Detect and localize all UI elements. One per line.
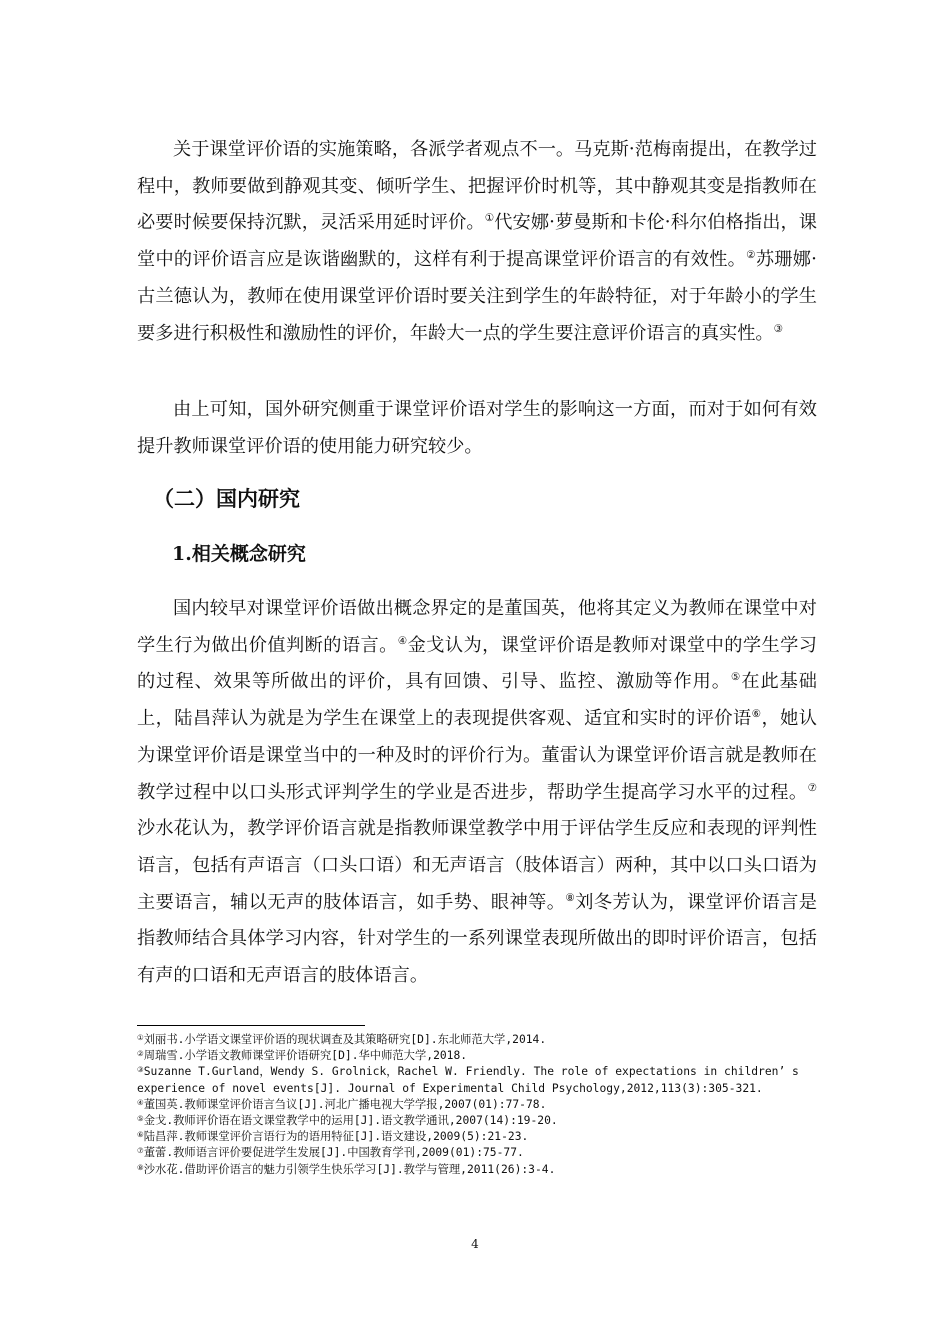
footnote-mark: ① (137, 1033, 144, 1042)
footnote-separator (137, 1025, 365, 1026)
footnote-marker-8[interactable]: ⑧ (565, 891, 576, 904)
footnote-text: 董蕾.教师语言评价要促进学生发展[J].中国教育学刊,2009(01):75-77. (143, 1146, 524, 1160)
footnote-item (137, 1048, 817, 1064)
paragraph-text: 金戈认为，课堂评价语是教师对课堂中的学生学习的过程、效果等所做出的评价，具有回馈、引导、监控、激励等作用。 (137, 634, 817, 693)
footnote-item (137, 1113, 817, 1129)
footnote-item (137, 1064, 817, 1096)
footnote-text: Suzanne T.Gurland，Wendy S. Grolnick，Rachel W. Friendly. The role of expectations in children’ s experience of novel events[J]. Journal of Experimental Child Psychology,2012,113(3):305-321. (137, 1065, 799, 1095)
footnote-mark: ② (137, 1049, 144, 1059)
footnote-marker-2[interactable]: ② (746, 249, 756, 262)
page-number: 4 (471, 1237, 479, 1251)
footnote-marker-7[interactable]: ⑦ (807, 781, 817, 794)
footnote-marker-5[interactable]: ⑤ (730, 671, 742, 684)
footnote-text: 金戈.教师评价语在语文课堂教学中的运用[J].语文教学通讯,2007(14):19-20. (143, 1114, 558, 1128)
footnote-mark: ⑧ (137, 1162, 144, 1172)
body-paragraph-1 (137, 132, 817, 352)
footnote-mark: ⑤ (137, 1114, 144, 1124)
section-heading: （二）国内研究 (153, 486, 300, 511)
paragraph-text: 苏珊娜·古兰德认为，教师在使用课堂评价语时要关注到学生的年龄特征，对于年龄小的学生要多进行积极性和激励性的评价，年龄大一点的学生要注意评价语言的真实性。 (137, 249, 817, 344)
footnote-list (137, 1032, 817, 1178)
paragraph-text: ，她认为课堂评价语是课堂当中的一种及时的评价行为。董雷认为课堂评价语言就是教师在教学过程中以口头形式评判学生的学业是否进步，帮助学生提高学习水平的过程。 (137, 708, 817, 803)
footnote-mark: ③ (137, 1065, 144, 1075)
footnote-marker-1[interactable]: ① (484, 212, 495, 225)
footnote-item (137, 1129, 817, 1145)
paragraph-text: 刘冬芳认为，课堂评价语言是指教师结合具体学习内容，针对学生的一系列课堂表现所做出的即时评价语言，包括有声的口语和无声语言的肢体语言。 (137, 891, 817, 987)
footnote-text: 沙水花.借助评价语言的魅力引领学生快乐学习[J].教学与管理,2011(26):3-4. (143, 1162, 556, 1176)
footnote-item (137, 1145, 817, 1161)
paragraph-text: 在此基础上，陆昌萍认为就是为学生在课堂上的表现提供客观、适宜和实时的评价语 (137, 671, 817, 730)
footnote-text: 周瑞雪.小学语文教师课堂评价语研究[D].华中师范大学,2018. (143, 1049, 468, 1063)
footnote-text: 刘丽书.小学语文课堂评价语的现状调查及其策略研究[D].东北师范大学,2014. (143, 1033, 547, 1046)
footnote-item (137, 1032, 817, 1048)
body-paragraph-3 (137, 591, 817, 995)
body-paragraph-2: 由上可知，国外研究侧重于课堂评价语对学生的影响这一方面，而对于如何有效提升教师课堂评价语的使用能力研究较少。 (137, 399, 817, 457)
footnote-text: 董国英.教师课堂评价语言刍议[J].河北广播电视大学学报,2007(01):77-78. (143, 1097, 547, 1111)
footnote-mark: ⑦ (137, 1146, 144, 1156)
paragraph-text: 沙水花认为，教学评价语言就是指教师课堂教学中用于评估学生反应和表现的评判性语言，包括有声语言（口头口语）和无声语言（肢体语言）两种，其中以口头口语为主要语言，辅以无声的肢体语言，如手势、眼神等。 (137, 818, 817, 913)
footnote-marker-3[interactable]: ③ (773, 322, 783, 335)
paragraph-text: 国内较早对课堂评价语做出概念界定的是董国英，他将其定义为教师在课堂中对学生行为做出价值判断的语言。 (137, 598, 817, 656)
subsection-heading: 1.相关概念研究 (172, 543, 306, 565)
footnote-marker-4[interactable]: ④ (397, 634, 408, 647)
footnote-marker-6[interactable]: ⑥ (751, 708, 762, 721)
footnote-item (137, 1162, 817, 1178)
paragraph-text: 关于课堂评价语的实施策略，各派学者观点不一。马克斯·范梅南提出，在教学过程中，教师要做到静观其变、倾听学生、把握评价时机等，其中静观其变是指教师在必要时候要保持沉默，灵活采用延时评价。 (137, 139, 817, 234)
footnote-text: 陆昌萍.教师课堂评价言语行为的语用特征[J].语文建设,2009(5):21-23. (143, 1130, 529, 1144)
footnote-item (137, 1097, 817, 1113)
paragraph-text: 代安娜·萝曼斯和卡伦·科尔伯格指出，课堂中的评价语言应是诙谐幽默的，这样有利于提高课堂评价语言的有效性。 (137, 212, 817, 271)
footnote-mark: ⑥ (137, 1130, 144, 1140)
footnote-mark: ④ (137, 1097, 144, 1107)
